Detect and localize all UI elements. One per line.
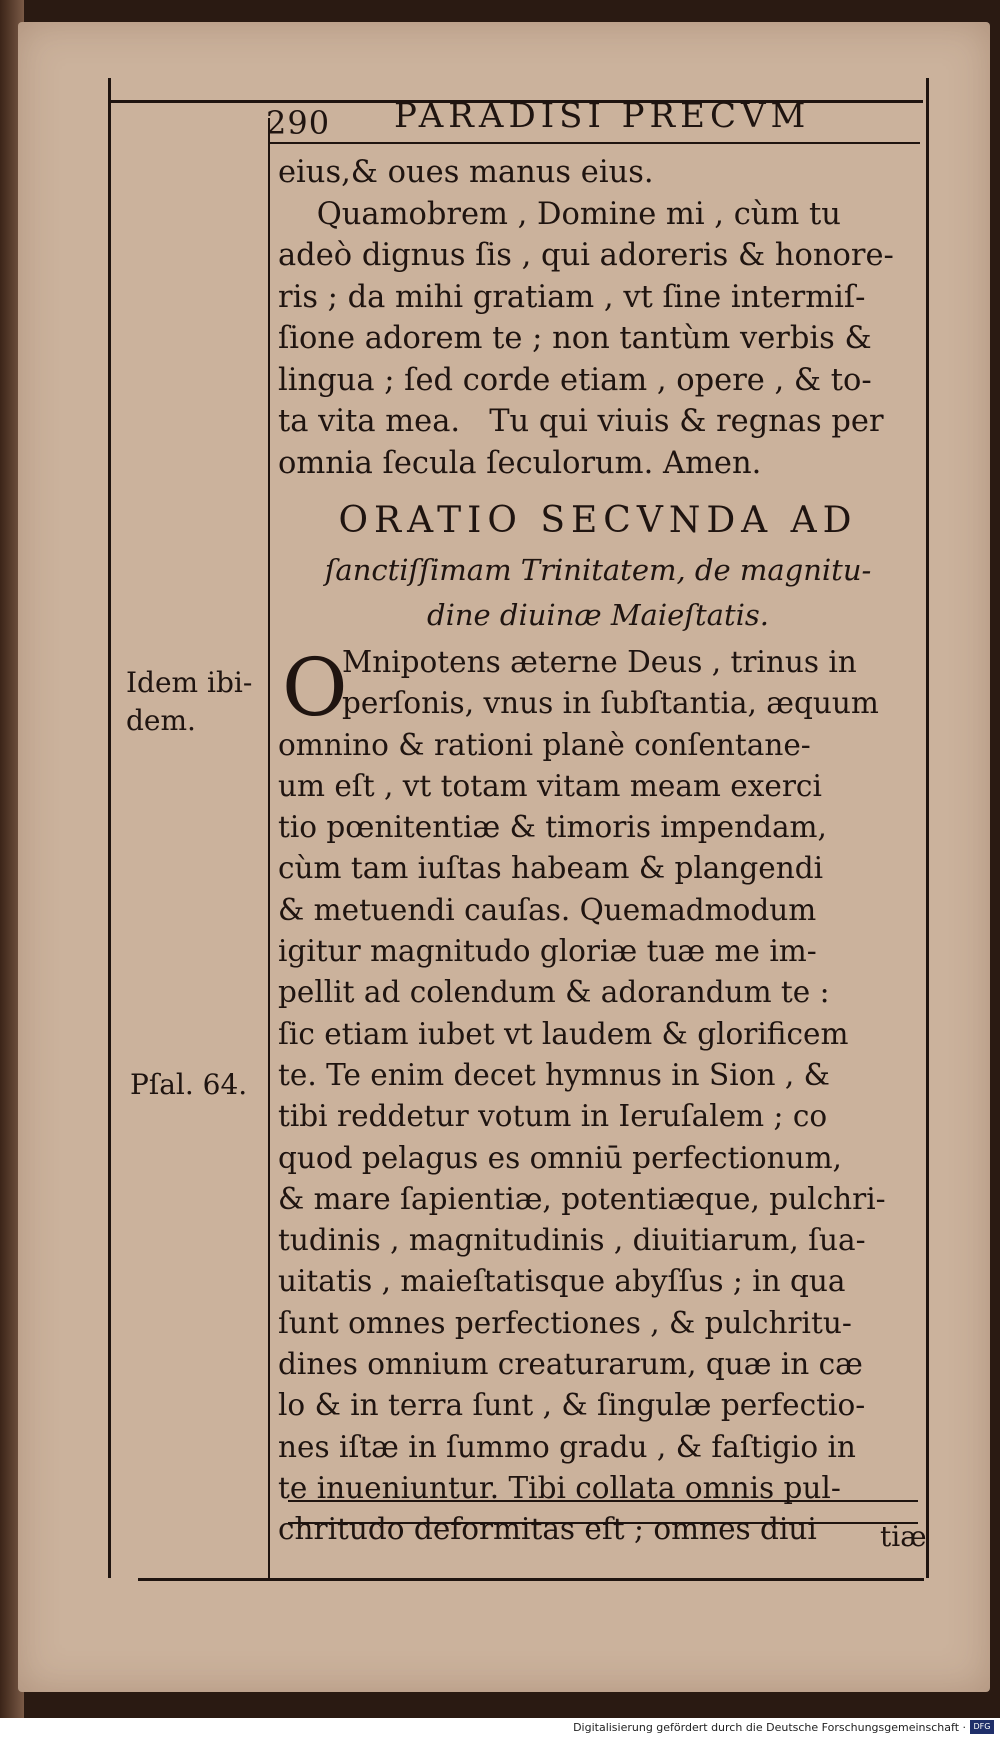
text-line: te. Te enim decet hymnus in Sion , &: [278, 1057, 830, 1092]
margin-note-line: dem.: [126, 704, 196, 737]
text-line: Mnipotens æterne Deus , trinus in: [342, 645, 857, 679]
running-head: PARADISI PRECVM: [394, 96, 811, 136]
text-line: ta vita mea. Tu qui viuis & regnas per: [278, 404, 884, 439]
text-line: adeò dignus ſis , qui adoreris & honore-: [278, 238, 894, 273]
page-number: 290: [266, 104, 331, 142]
dfg-logo: DFG: [970, 1720, 994, 1734]
footer-credit: Digitalisierung gefördert durch die Deutsche Forschungsgemeinschaft ·: [573, 1721, 966, 1734]
text-line: chritudo deformitas eſt ; omnes diui: [278, 1512, 817, 1547]
text-line: ſione adorem te ; non tantùm verbis &: [278, 321, 872, 356]
text-line: dines omnium creaturarum, quæ in cæ: [278, 1347, 863, 1382]
text-line: te inueniuntur. Tibi collata omnis pul-: [278, 1470, 841, 1505]
text-line: Quamobrem , Domine mi , cùm tu: [278, 196, 841, 232]
top-paragraph: [278, 152, 918, 484]
text-line: & mare ſapientiæ, potentiæque, pulchri-: [278, 1181, 886, 1216]
drop-capital: O: [282, 641, 348, 734]
text-line: uitatis , maieſtatisque abyſſus ; in qua: [278, 1264, 846, 1299]
text-line: ſunt omnes perfectiones , & pulchritu-: [278, 1305, 852, 1340]
text-line: tudinis , magnitudinis , diuitiarum, ſua-: [278, 1223, 866, 1258]
text-line: perſonis, vnus in ſubſtantia, æquum: [342, 686, 879, 721]
header-rule: [268, 142, 920, 144]
prayer-body: [278, 642, 918, 1551]
catchword: tiæ: [880, 1520, 927, 1553]
text-line: cùm tam iuſtas habeam & plangendi: [278, 851, 824, 886]
text-line: ris ; da mihi gratiam , vt ſine intermiſ-: [278, 279, 866, 315]
bottom-rule: [138, 1578, 924, 1581]
text-line: igitur magnitudo gloriæ tuæ me im-: [278, 934, 817, 969]
section-heading: ORATIO SECVNDA AD: [338, 500, 858, 541]
text-line: eius,& oues manus eius.: [278, 155, 654, 190]
subheading-line: dine diuinæ Maieſtatis.: [427, 598, 769, 632]
text-line: omnino & rationi planè conſentane-: [278, 727, 811, 762]
text-line: um eſt , vt totam vitam meam exerci: [278, 768, 822, 803]
text-line: quod pelagus es omniū perfectionum,: [278, 1140, 842, 1175]
text-line: tio pœnitentiæ & timoris impendam,: [278, 810, 827, 845]
margin-note-line: Idem ibi-: [126, 666, 253, 699]
text-line: ſic etiam iubet vt laudem & glorificem: [278, 1016, 849, 1051]
text-line: omnia ſecula ſeculorum. Amen.: [278, 445, 762, 481]
margin-column-rule: [268, 118, 270, 1578]
section-subheading: [278, 548, 918, 638]
margin-note-idem: [126, 664, 252, 740]
text-line: lo & in terra ſunt , & ſingulæ perfectio-: [278, 1388, 866, 1423]
margin-note-psalm: Pſal. 64.: [130, 1068, 248, 1101]
text-line: pellit ad colendum & adorandum te :: [278, 975, 830, 1010]
text-line: lingua ; ſed corde etiam , opere , & to-: [278, 362, 872, 398]
text-line: & metuendi cauſas. Quemadmodum: [278, 892, 817, 927]
text-line: tibi reddetur votum in Ieruſalem ; co: [278, 1099, 828, 1134]
subheading-line: ſanctiſſimam Trinitatem, de magnitu-: [324, 553, 872, 587]
text-line: nes iſtæ in ſummo gradu , & faſtigio in: [278, 1429, 856, 1464]
